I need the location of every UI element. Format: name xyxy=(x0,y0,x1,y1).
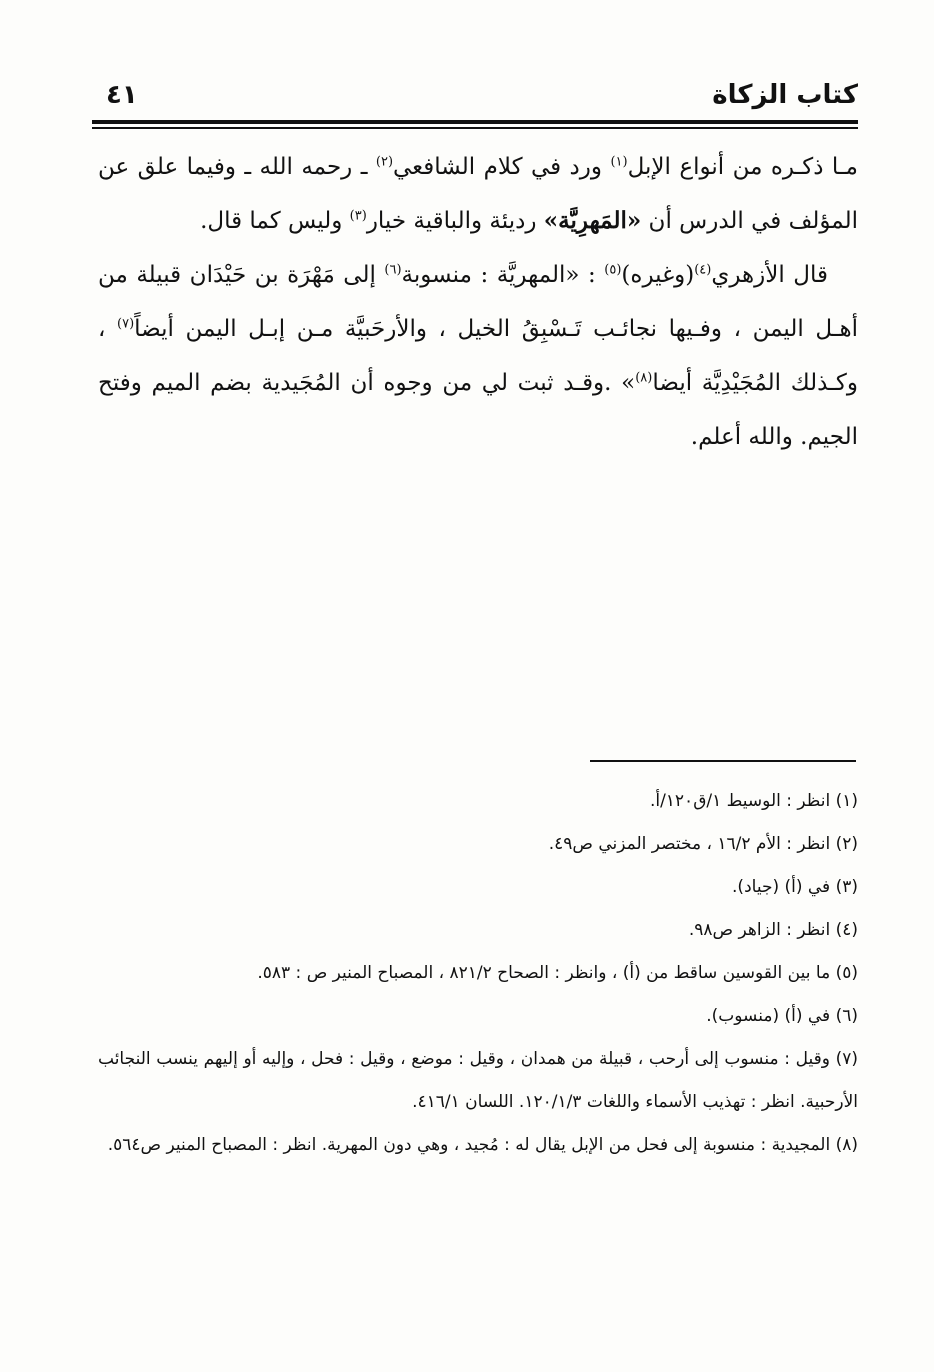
text-run: : «المهريَّة : منسوبة xyxy=(401,262,605,288)
footnote: (٨) المجيدية : منسوبة إلى فحل من الإبل يقال له : مُجيد ، وهي دون المهرية. انظر : المصباح المنير ص٥٦٤. xyxy=(107,1135,858,1155)
paragraph-1 xyxy=(98,140,858,248)
paragraph-2 xyxy=(98,248,858,464)
text-run: مـا ذكـره من أنواع الإبل xyxy=(627,154,858,180)
footnote: (٣) في (أ) (جياد). xyxy=(732,877,858,897)
text-run: » .وقـد ثبت لي من وجوه أن المُجَيدية بضم الميم وفتح الجيم. والله أعلم. xyxy=(98,370,858,450)
footnotes xyxy=(98,780,858,1167)
book-title: كتاب الزكاة xyxy=(712,80,858,110)
footnote-separator xyxy=(590,760,856,762)
text-run: (وغيره) xyxy=(621,262,695,288)
running-header xyxy=(92,80,858,120)
footnote: (٤) انظر : الزاهر ص٩٨. xyxy=(688,920,858,940)
text-run: إلى مَهْرَة بن حَيْدَان قبيلة من أهـل اليمن ، وفـيها نجائـب تَـسْبِقُ الخيل ، والأرحَبيَّة مـن إبـل اليمن أيضاً xyxy=(98,262,858,342)
footnote-ref-8: (٨) xyxy=(635,370,653,386)
footnote-ref-4: (٤) xyxy=(694,262,712,278)
footnote: (٥) ما بين القوسين ساقط من (أ) ، وانظر : الصحاح ٨٢١/٢ ، المصباح المنير ص : ٥٨٣. xyxy=(257,963,858,983)
footnote-ref-6: (٦) xyxy=(384,262,402,278)
footnote-ref-1: (١) xyxy=(610,154,628,170)
emphasized-term: «المَهرِيَّة» xyxy=(543,207,642,234)
text-run: قال الأزهري xyxy=(711,262,828,288)
main-text xyxy=(98,140,858,464)
header-rule-thick xyxy=(92,120,858,124)
footnote: (٢) انظر : الأم ١٦/٢ ، مختصر المزني ص٤٩. xyxy=(548,834,858,854)
text-run: رديئة والباقية خيار xyxy=(366,208,544,234)
footnote-ref-3: (٣) xyxy=(349,208,367,224)
footnote: (٧) وقيل : منسوب إلى أرحب ، قبيلة من همدان ، وقيل : موضع ، وقيل : فحل ، وإليه أو إليهم ينسب النجائب الأرحبية. انظر : تهذيب الأسماء واللغات ١٢٠/١/٣. اللسان ٤١٦/١. xyxy=(98,1049,858,1112)
footnote: (١) انظر : الوسيط ١/ق١٢٠/أ. xyxy=(649,791,858,811)
footnote-ref-5: (٥) xyxy=(604,262,622,278)
text-run: وليس كما قال. xyxy=(200,208,350,234)
header-rule-thin xyxy=(92,127,858,129)
text-run: ، وكـذلك المُجَيْدِيَّة أيضا xyxy=(98,316,858,396)
footnote-ref-7: (٧) xyxy=(117,316,135,332)
page-number: ٤١ xyxy=(106,80,138,110)
text-run: ورد في كلام الشافعي xyxy=(393,154,611,180)
footnote: (٦) في (أ) (منسوب). xyxy=(706,1006,858,1026)
text-run: ـ رحمه الله ـ وفيما علق عن المؤلف في الدرس أن xyxy=(98,154,858,234)
footnote-ref-2: (٢) xyxy=(375,154,394,170)
